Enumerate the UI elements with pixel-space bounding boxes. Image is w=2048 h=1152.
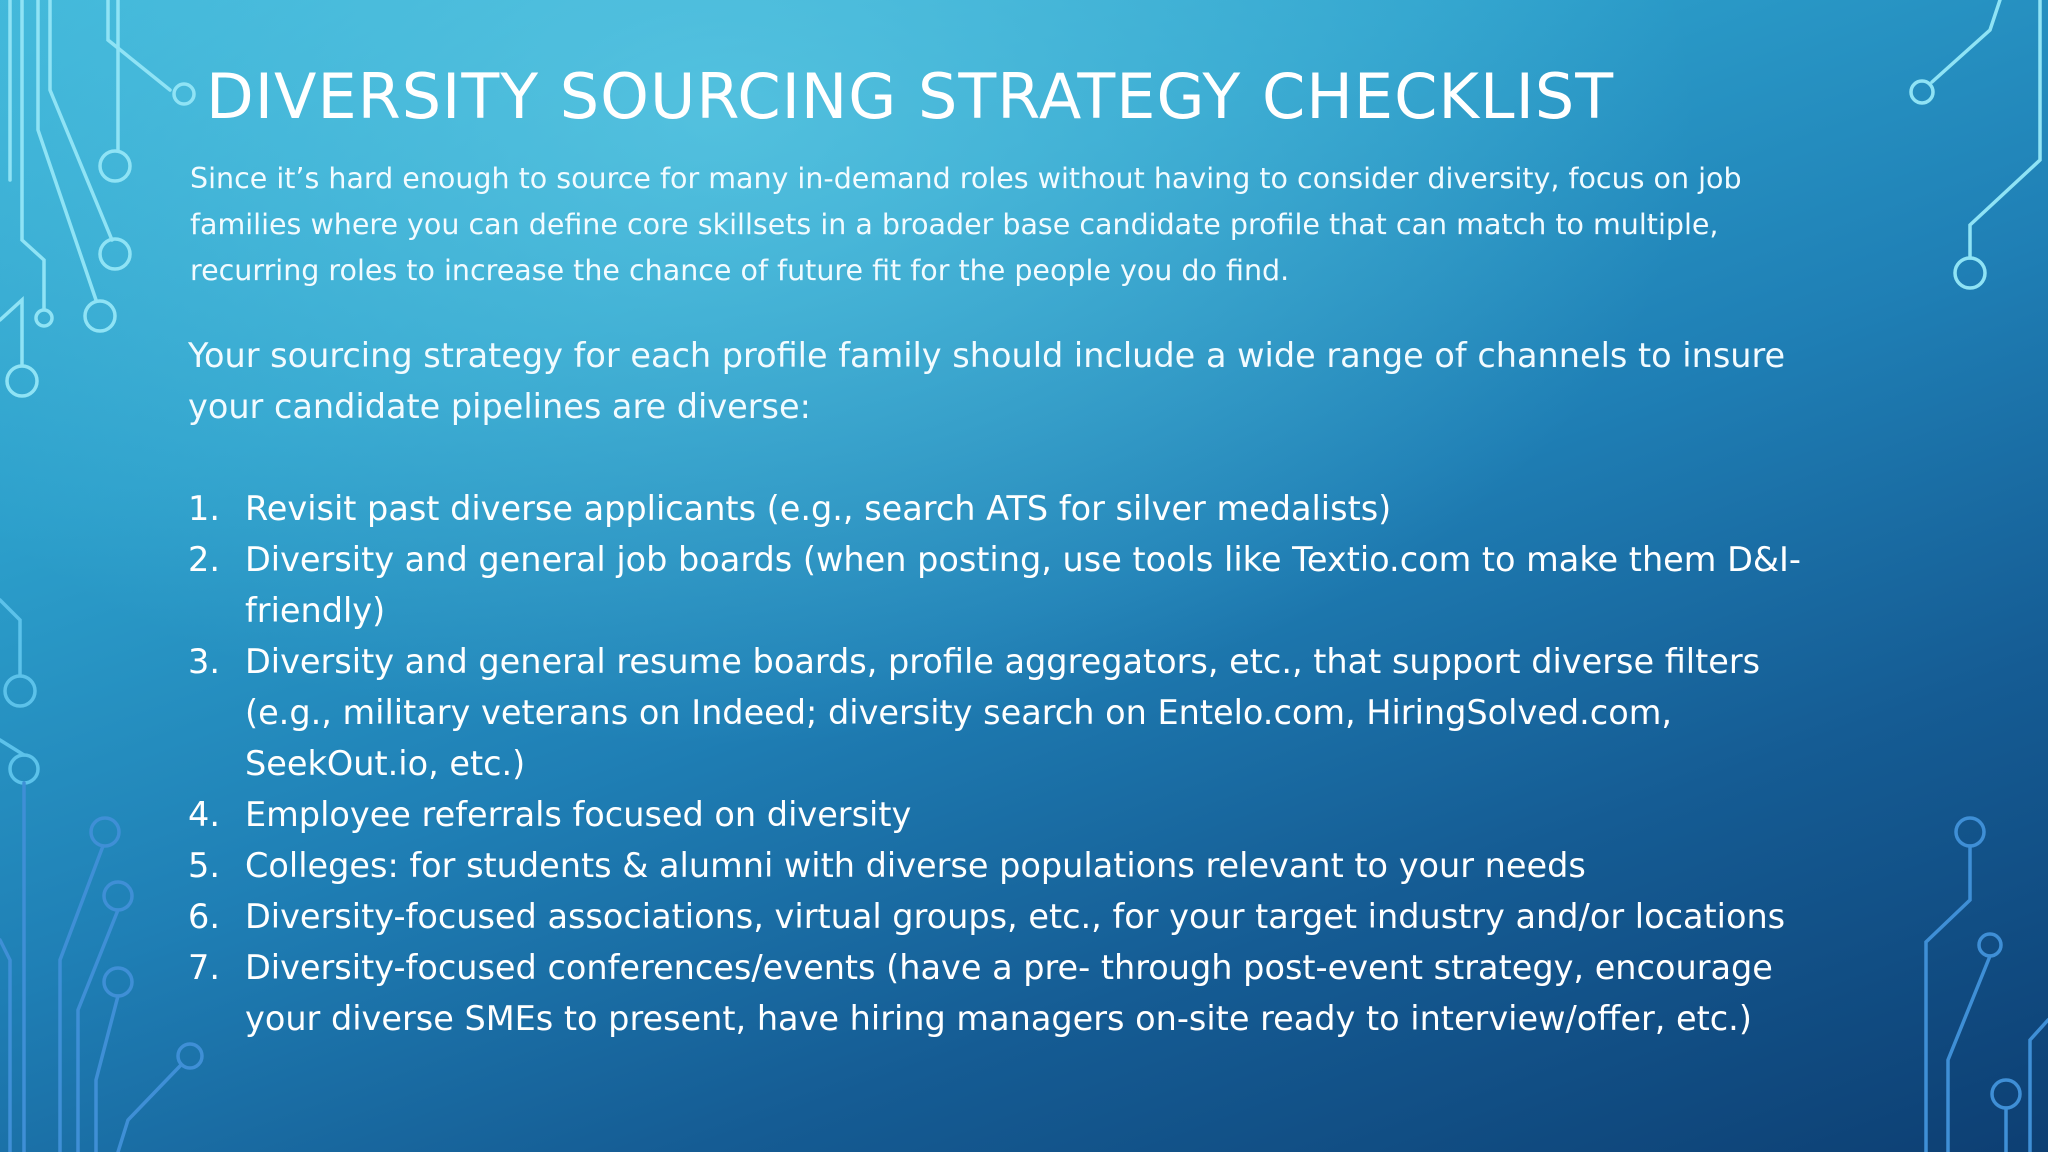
list-item xyxy=(188,483,1848,534)
list-item-text: Diversity-focused associations, virtual groups, etc., for your target industry and/or locations xyxy=(245,897,1786,936)
strategy-paragraph: Your sourcing strategy for each profile family should include a wide range of channels to insure your candidate pipelines are diverse: xyxy=(188,336,1786,426)
list-item-number: 5. xyxy=(188,846,220,885)
list-item xyxy=(188,840,1848,891)
list-item-number: 7. xyxy=(188,948,220,987)
list-item-text: Colleges: for students & alumni with diverse populations relevant to your needs xyxy=(245,846,1586,885)
list-item-number: 2. xyxy=(188,540,220,579)
list-item-text: Diversity-focused conferences/events (have a pre- through post-event strategy, encourage your diverse SMEs to present, have hiring managers on-site ready to interview/offer, etc.) xyxy=(245,948,1773,1038)
list-item xyxy=(188,891,1848,942)
list-item-text: Employee referrals focused on diversity xyxy=(245,795,912,834)
list-item-number: 4. xyxy=(188,795,220,834)
list-item-number: 6. xyxy=(188,897,220,936)
list-item xyxy=(188,636,1848,789)
list-item xyxy=(188,789,1848,840)
list-item-text: Revisit past diverse applicants (e.g., search ATS for silver medalists) xyxy=(245,489,1392,528)
list-item xyxy=(188,942,1848,1044)
list-item-number: 3. xyxy=(188,642,220,681)
list-item-text: Diversity and general job boards (when posting, use tools like Textio.com to make them D&I-friendly) xyxy=(245,540,1801,630)
intro-paragraph: Since it’s hard enough to source for many in-demand roles without having to consider diversity, focus on job families where you can define core skillsets in a broader base candidate profile that can match to multiple, recurring roles to increase the chance of future fit for the people you do find. xyxy=(190,162,1742,287)
channel-list xyxy=(188,483,1848,1044)
list-item-text: Diversity and general resume boards, profile aggregators, etc., that support diverse filters (e.g., military veterans on Indeed; diversity search on Entelo.com, HiringSolved.com, SeekOut.io, etc.) xyxy=(245,642,1761,783)
list-item xyxy=(188,534,1848,636)
list-item-number: 1. xyxy=(188,489,220,528)
slide-title: DIVERSITY SOURCING STRATEGY CHECKLIST xyxy=(206,60,1615,133)
